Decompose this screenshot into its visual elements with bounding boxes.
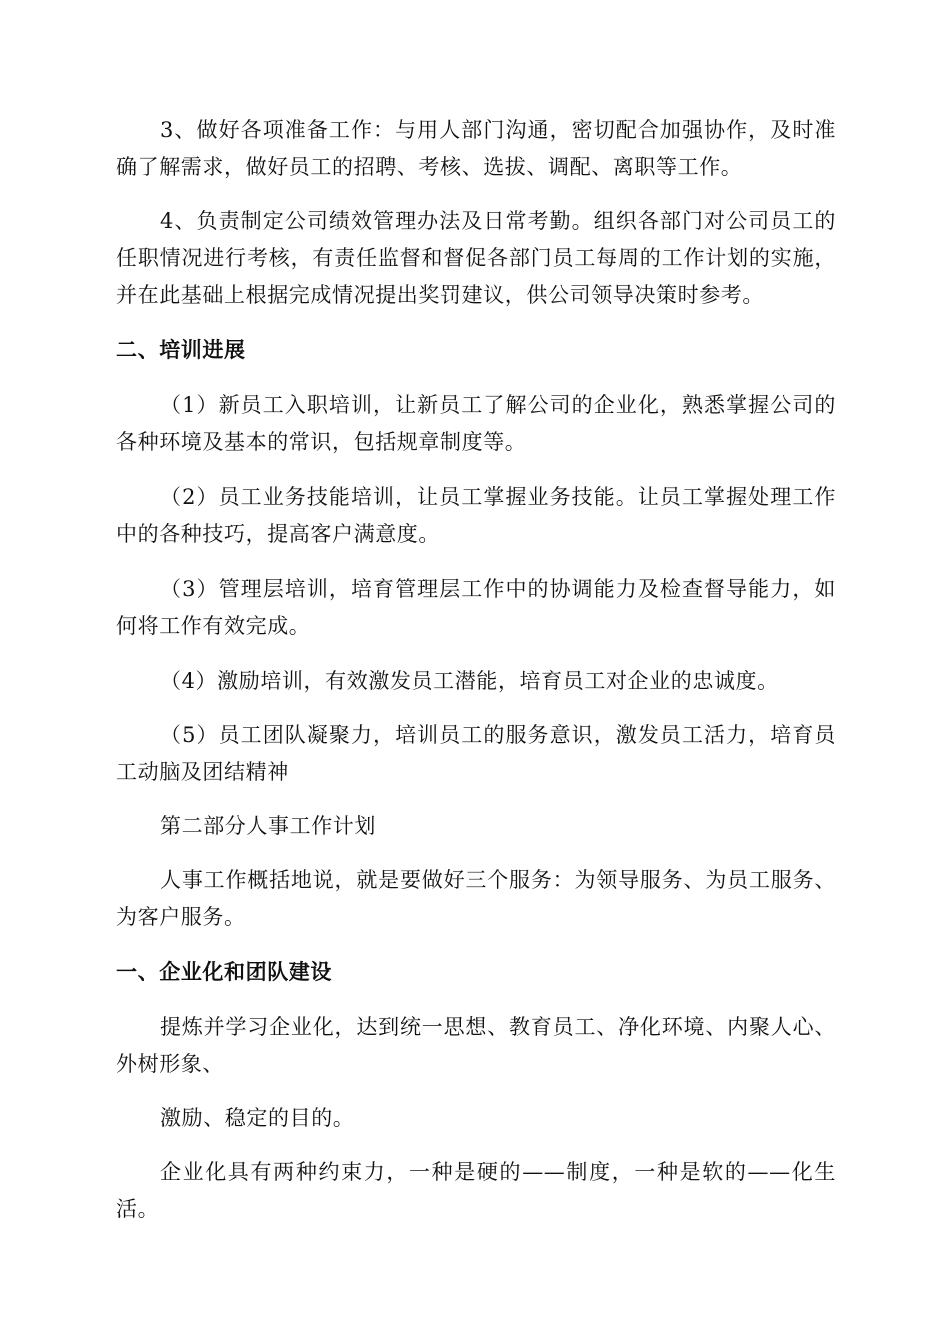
paragraph-performance-management: 4、负责制定公司绩效管理办法及日常考勤。组织各部门对公司员工的任职情况进行考核，有责任监督和督促各部门员工每周的工作计划的实施，并在此基础上根据完成情况提出奖罚建议，供公司领导决策时参考。 xyxy=(116,209,836,307)
paragraph-skills-training: （2）员工业务技能培训，让员工掌握业务技能。让员工掌握处理工作中的各种技巧，提高客户满意度。 xyxy=(116,485,836,546)
paragraph-management-training: （3）管理层培训，培育管理层工作中的协调能力及检查督导能力，如何将工作有效完成。 xyxy=(116,577,836,638)
paragraph-new-employee-training: （1）新员工入职培训，让新员工了解公司的企业化，熟悉掌握公司的各种环境及基本的常识，包括规章制度等。 xyxy=(116,393,836,454)
section-heading-training-progress: 二、培训进展 xyxy=(116,338,246,362)
section-heading-culture-team: 一、企业化和团队建设 xyxy=(116,960,332,984)
paragraph-culture-constraints: 企业化具有两种约束力，一种是硬的——制度，一种是软的——化生活。 xyxy=(116,1160,836,1221)
paragraph-motivation-training: （4）激励培训，有效激发员工潜能，培育员工对企业的忠诚度。 xyxy=(160,669,779,693)
paragraph-culture-goal: 激励、稳定的目的。 xyxy=(160,1106,355,1130)
paragraph-part-two-title: 第二部分人事工作计划 xyxy=(160,814,376,838)
paragraph-hr-services: 人事工作概括地说，就是要做好三个服务：为领导服务、为员工服务、为客户服务。 xyxy=(116,868,836,929)
paragraph-preparation-work: 3、做好各项准备工作：与用人部门沟通，密切配合加强协作，及时准确了解需求，做好员工的招聘、考核、选拔、调配、离职等工作。 xyxy=(116,118,836,179)
paragraph-culture-learning: 提炼并学习企业化，达到统一思想、教育员工、净化环境、内聚人心、外树形象、 xyxy=(116,1015,836,1076)
document-body xyxy=(116,112,836,1228)
paragraph-team-cohesion: （5）员工团队凝聚力，培训员工的服务意识，激发员工活力，培育员工动脑及团结精神 xyxy=(116,723,836,784)
